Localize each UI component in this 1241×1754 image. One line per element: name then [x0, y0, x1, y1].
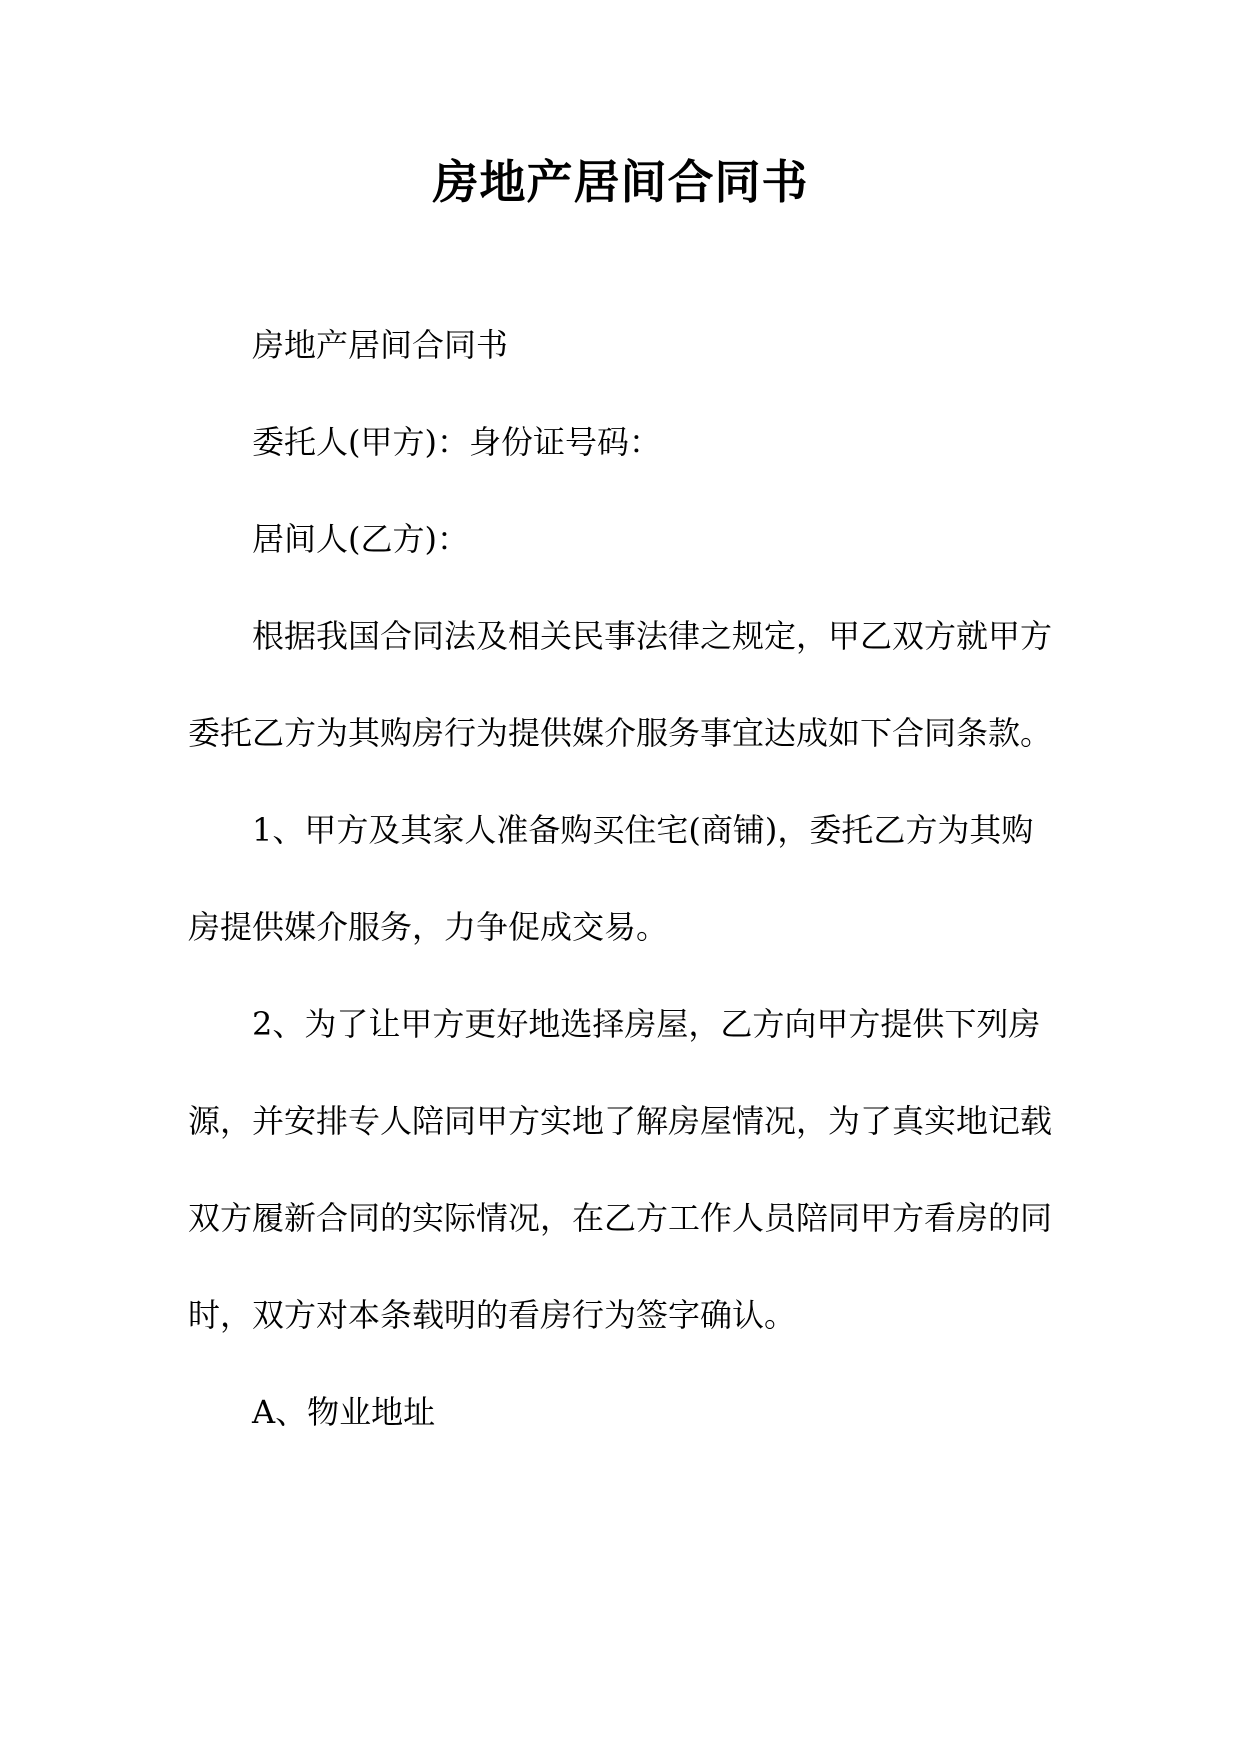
document-title: 房地产居间合同书 [432, 155, 809, 209]
paragraph-item-a: A、物业地址 [252, 1393, 436, 1431]
document-body [188, 297, 1058, 1461]
paragraph-clause-1: 1、甲方及其家人准备购买住宅(商铺)，委托乙方为其购房提供媒介服务，力争促成交易。 [188, 811, 1034, 946]
paragraph-clause-2: 2、为了让甲方更好地选择房屋，乙方向甲方提供下列房源，并安排专人陪同甲方实地了解房屋情况，为了真实地记载双方履新合同的实际情况，在乙方工作人员陪同甲方看房的同时，双方对本条载明的看房行为签字确认。 [188, 1005, 1053, 1334]
paragraph-broker: 居间人(乙方)： [252, 520, 469, 558]
paragraph-heading: 房地产居间合同书 [252, 326, 509, 364]
paragraph-client: 委托人(甲方)：身份证号码： [252, 423, 661, 461]
paragraph-preamble: 根据我国合同法及相关民事法律之规定，甲乙双方就甲方委托乙方为其购房行为提供媒介服务事宜达成如下合同条款。 [188, 617, 1053, 752]
